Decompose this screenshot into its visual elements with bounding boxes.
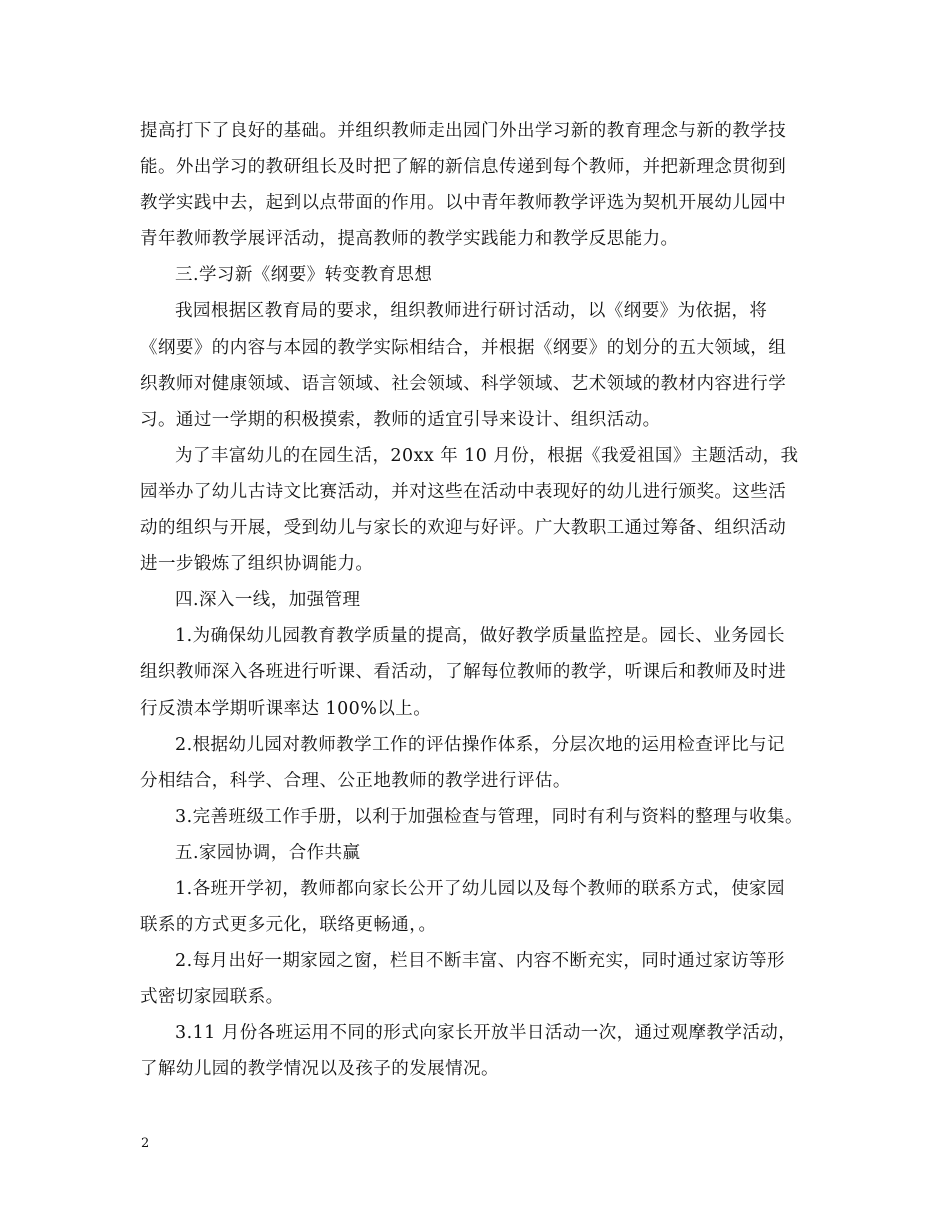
- text-line: 我园根据区教育局的要求，组织教师进行研讨活动，以《纲要》为依据，将: [175, 301, 768, 322]
- text-line: 1.各班开学初，教师都向家长公开了幼儿园以及每个教师的联系方式，使家园: [175, 878, 785, 899]
- text-line: 联系的方式更多元化，联络更畅通，。: [140, 915, 437, 936]
- text-line: 分相结合，科学、合理、公正地教师的教学进行评估。: [140, 770, 571, 791]
- text-line: 式密切家园联系。: [140, 987, 284, 1008]
- text-line: 1.为确保幼儿园教育教学质量的提高，做好教学质量监控是。园长、业务园长: [175, 626, 785, 647]
- text-line: 《纲要》的内容与本园的教学实际相结合，并根据《纲要》的划分的五大领域，组: [140, 337, 787, 358]
- text-line: 2.根据幼儿园对教师教学工作的评估操作体系，分层次地的运用检查评比与记: [175, 734, 785, 755]
- section-heading: 四.深入一线，加强管理: [175, 590, 361, 611]
- text-line: 为了丰富幼儿的在园生活，20xx 年 10 月份，根据《我爱祖国》主题活动，我: [175, 445, 799, 466]
- text-line: 组织教师深入各班进行听课、看活动，了解每位教师的教学，听课后和教师及时进: [140, 662, 787, 683]
- text-line: 了解幼儿园的教学情况以及孩子的发展情况。: [140, 1059, 499, 1080]
- text-line: 教学实践中去，起到以点带面的作用。以中青年教师教学评选为契机开展幼儿园中: [140, 193, 787, 214]
- text-line: 织教师对健康领域、语言领域、社会领域、科学领域、艺术领域的教材内容进行学: [140, 373, 787, 394]
- text-line: 3.11 月份各班运用不同的形式向家长开放半日活动一次，通过观摩教学活动，: [175, 1023, 797, 1044]
- text-line: 3.完善班级工作手册，以利于加强检查与管理，同时有利与资料的整理与收集。: [175, 806, 803, 827]
- page-number: 2: [141, 1136, 150, 1151]
- text-line: 2.每月出好一期家园之窗，栏目不断丰富、内容不断充实，同时通过家访等形: [175, 951, 785, 972]
- document-body: [140, 113, 830, 1088]
- section-heading: 五.家园协调，合作共赢: [175, 842, 361, 863]
- text-line: 青年教师教学展评活动，提高教师的教学实践能力和教学反思能力。: [140, 229, 679, 250]
- text-line: 提高打下了良好的基础。并组织教师走出园门外出学习新的教育理念与新的教学技: [140, 121, 787, 141]
- text-line: 进一步锻炼了组织协调能力。: [140, 554, 374, 575]
- section-heading: 三.学习新《纲要》转变教育思想: [175, 265, 433, 286]
- text-line: 动的组织与开展，受到幼儿与家长的欢迎与好评。广大教职工通过筹备、组织活动: [140, 518, 787, 539]
- text-line: 行反溃本学期听课率达 100%以上。: [140, 698, 432, 719]
- text-line: 园举办了幼儿古诗文比赛活动，并对这些在活动中表现好的幼儿进行颁奖。这些活: [140, 481, 787, 502]
- text-line: 能。外出学习的教研组长及时把了解的新信息传递到每个教师，并把新理念贯彻到: [140, 157, 787, 178]
- text-line: 习。通过一学期的积极摸索，教师的适宜引导来设计、组织活动。: [140, 409, 661, 430]
